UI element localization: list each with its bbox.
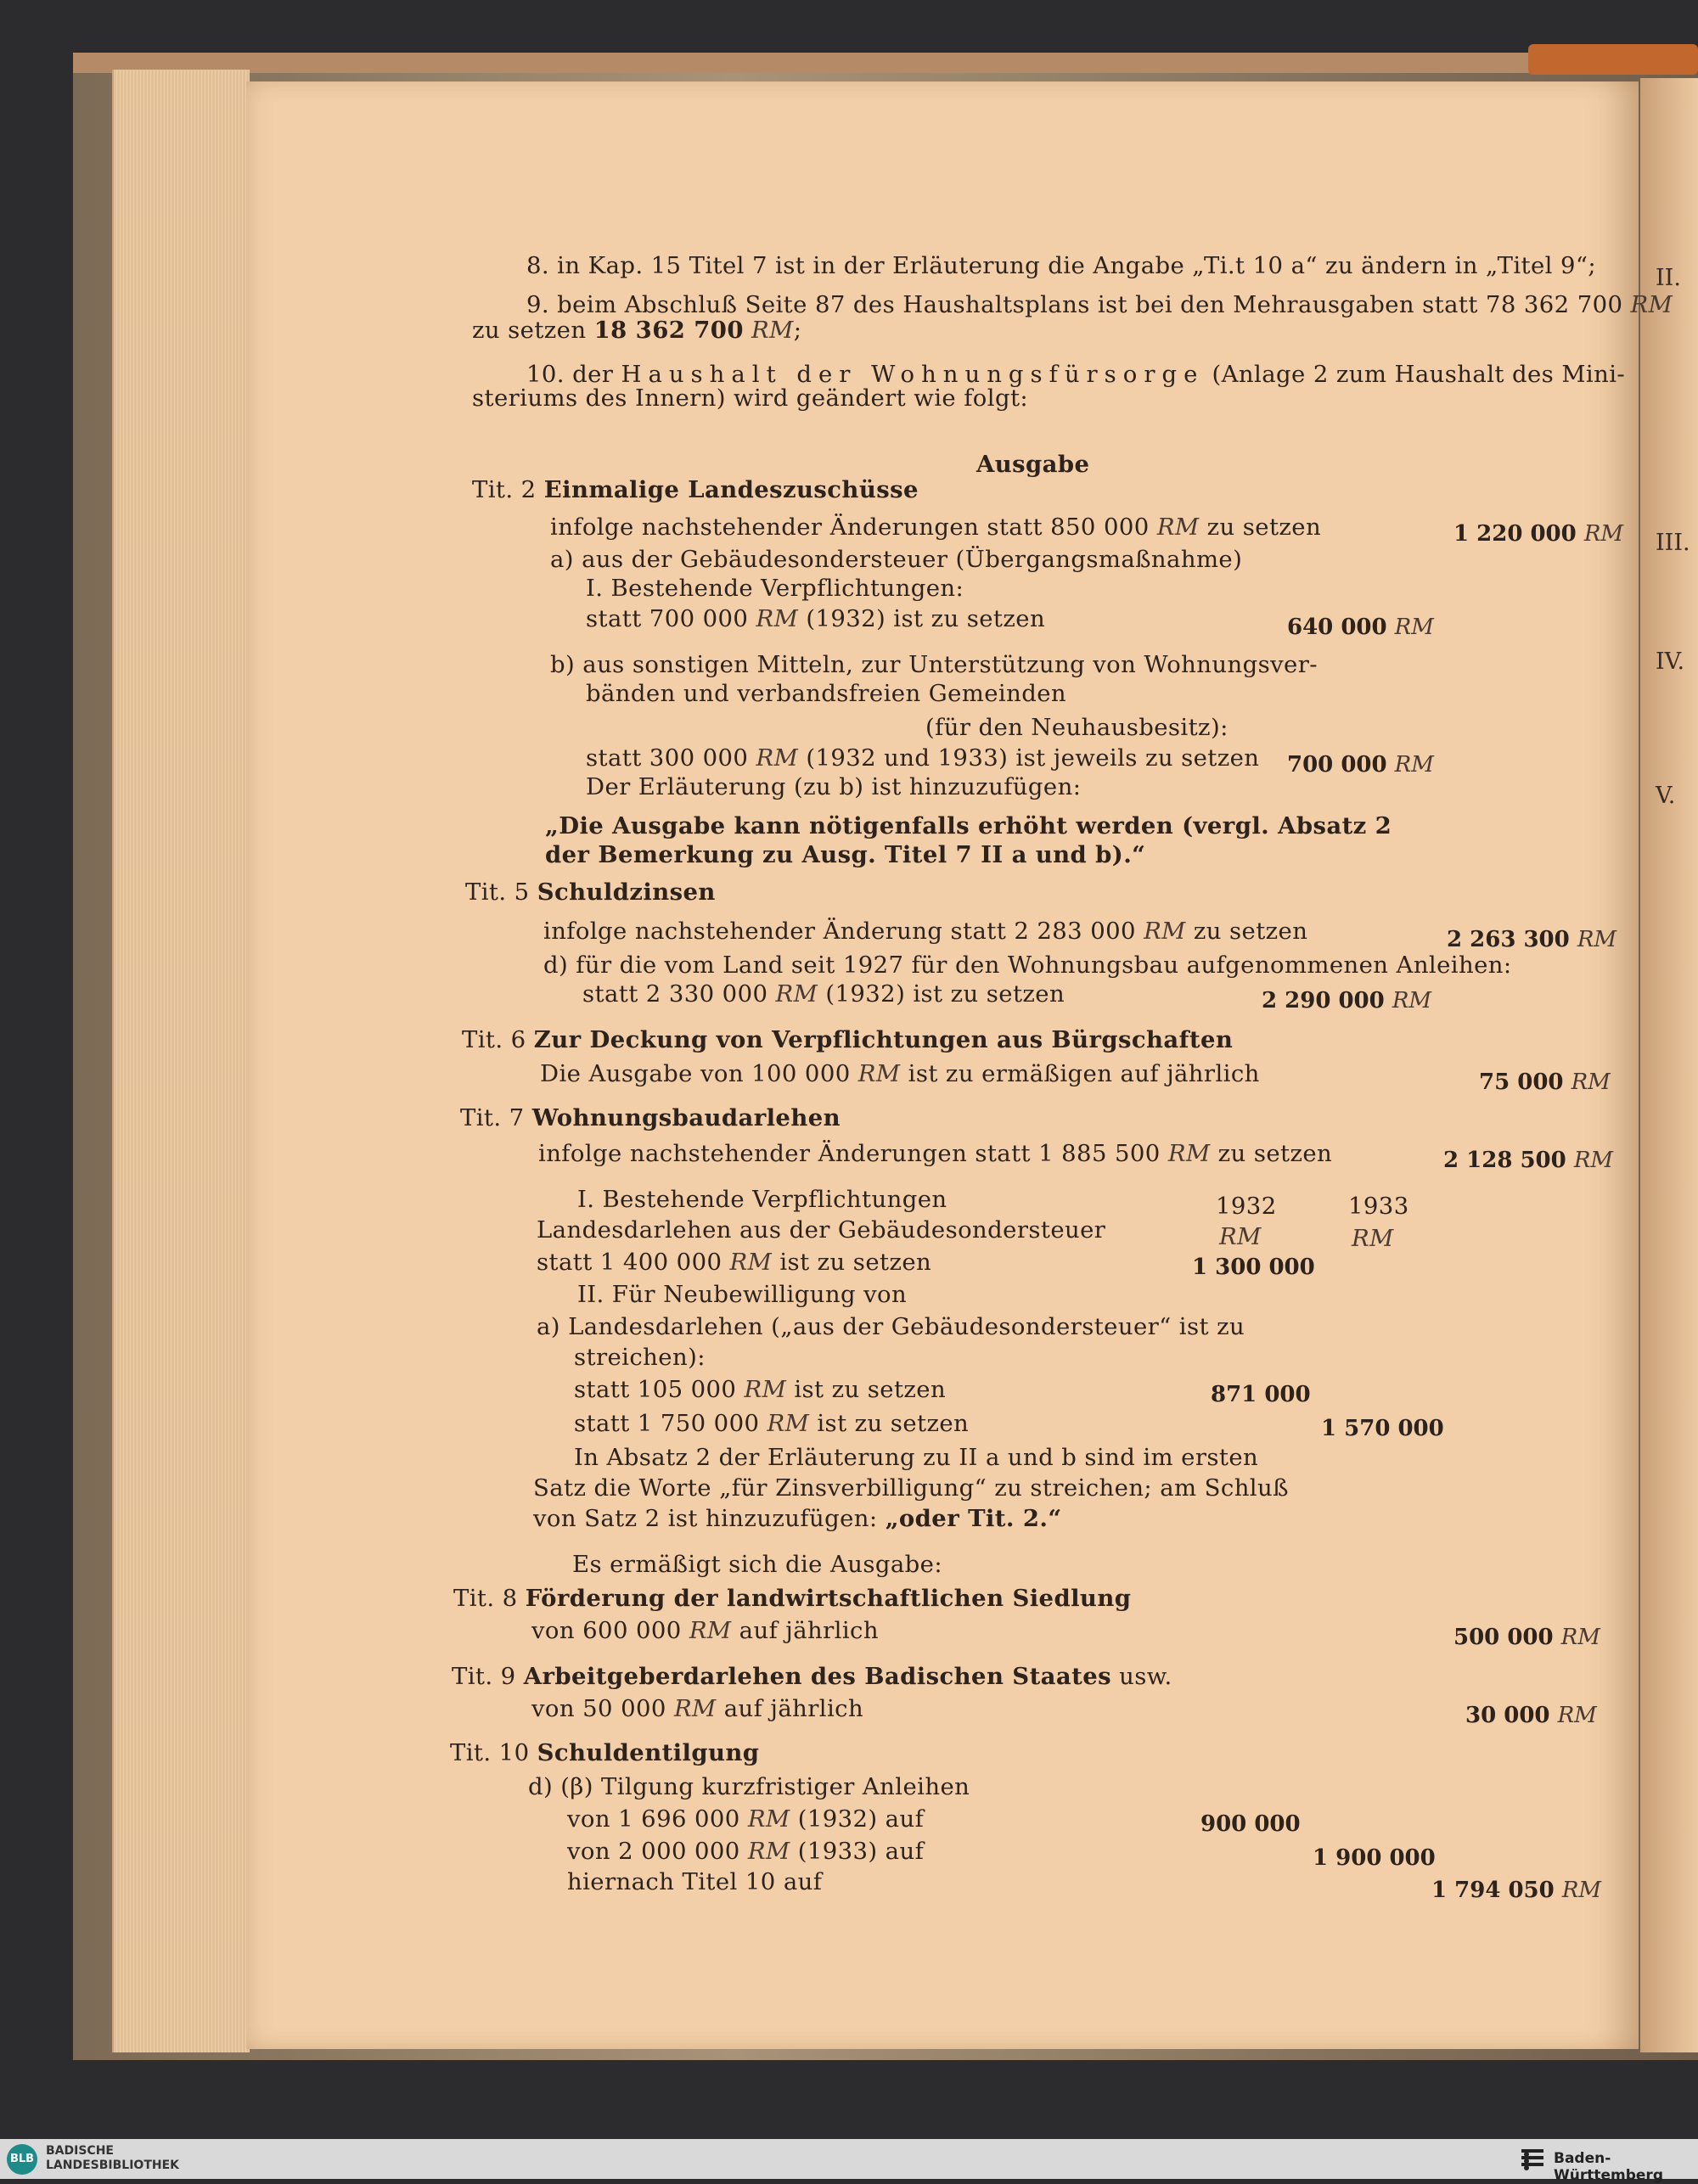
tit7-line5: II. Für Neubewilligung von (577, 1281, 908, 1308)
facing-page-edge (1640, 78, 1698, 2052)
tit6-line1: Die Ausgabe von 100 000 RM ist zu ermäßigen auf jährlich (540, 1060, 1260, 1087)
tit7-line3: Landesdarlehen aus der Gebäudesondersteuer (537, 1216, 1106, 1244)
tit-label: Tit. 2 Einmalige Landeszuschüsse (472, 476, 919, 503)
tit7-value-1933: 1 570 000 (1321, 1416, 1444, 1441)
tit5-line3: statt 2 330 000 RM (1932) ist zu setzen (582, 980, 1065, 1008)
tit7-total: 2 128 500 RM (1443, 1148, 1614, 1173)
tit9-line1: von 50 000 RM auf jährlich (531, 1695, 864, 1722)
tit7-line6: a) Landesdarlehen („aus der Gebäudesondersteuer“ ist zu (537, 1313, 1245, 1340)
tit2-line11: der Bemerkung zu Ausg. Titel 7 II a und b).“ (545, 841, 1146, 868)
library-name: BADISCHE LANDESBIBLIOTHEK (46, 2144, 180, 2172)
margin-number: IV. (1656, 648, 1685, 675)
margin-number: V. (1656, 783, 1676, 809)
tit2-line2: a) aus der Gebäudesondersteuer (Übergangsmaßnahme) (550, 546, 1243, 573)
tit-label: Tit. 7 Wohnungsbaudarlehen (460, 1104, 841, 1131)
item-9-line1: 9. beim Abschluß Seite 87 des Haushaltsplans ist bei den Mehrausgaben statt 78 362 700 RM (526, 291, 1673, 318)
tit2-total: 1 220 000 RM (1453, 521, 1624, 547)
tit9-total: 30 000 RM (1465, 1703, 1597, 1728)
tit7-value-1932-b: 871 000 (1211, 1382, 1311, 1407)
viewer-footer (0, 2139, 1698, 2184)
tit5-line1: infolge nachstehender Änderung statt 2 283 000 RM zu setzen (543, 918, 1308, 945)
baden-wuerttemberg-lions-icon (1518, 2146, 1547, 2173)
blb-logo-icon: BLB (7, 2144, 37, 2175)
tit7-line9: statt 1 750 000 RM ist zu setzen (574, 1410, 970, 1437)
year-1933: 1933 (1348, 1193, 1409, 1220)
margin-number: II. (1656, 265, 1681, 291)
tit2-line10: „Die Ausgabe kann nötigenfalls erhöht werden (vergl. Absatz 2 (545, 812, 1392, 839)
tit6-total: 75 000 RM (1479, 1070, 1611, 1095)
tit2-value-b: 700 000 RM (1287, 752, 1434, 778)
section-heading: Ausgabe (976, 451, 1090, 478)
tit-label: Tit. 6 Zur Deckung von Verpflichtungen aus Bürgschaften (462, 1026, 1234, 1053)
tit5-total: 2 263 300 RM (1447, 927, 1617, 952)
item-10-line2: steriums des Innern) wird geändert wie folgt: (472, 385, 1029, 412)
tit7-line10: In Absatz 2 der Erläuterung zu II a und b sind im ersten (574, 1444, 1259, 1471)
year-1932: 1932 (1216, 1193, 1277, 1220)
tit2-line1: infolge nachstehender Änderungen statt 850 000 RM zu setzen (550, 514, 1322, 541)
tit2-line6: bänden und verbandsfreien Gemeinden (586, 680, 1067, 707)
tit2-line9: Der Erläuterung (zu b) ist hinzuzufügen: (586, 773, 1082, 800)
tit10-line3: von 2 000 000 RM (1933) auf (567, 1838, 925, 1865)
page-edges (112, 70, 250, 2052)
tit10-line2: von 1 696 000 RM (1932) auf (567, 1805, 925, 1833)
tit7-line2: I. Bestehende Verpflichtungen (577, 1186, 947, 1213)
tit-label: Tit. 8 Förderung der landwirtschaftlichen Siedlung (453, 1585, 1132, 1612)
tit2-line7: (für den Neuhausbesitz): (925, 714, 1229, 741)
tit7-line11: Satz die Worte „für Zinsverbilligung“ zu streichen; am Schluß (533, 1474, 1289, 1502)
tit2-value-a: 640 000 RM (1287, 615, 1434, 640)
cover-edge (73, 53, 1618, 73)
unit-1932: RM (1219, 1223, 1262, 1250)
tit8-total: 500 000 RM (1453, 1625, 1600, 1650)
tit7-line13: Es ermäßigt sich die Ausgabe: (572, 1551, 942, 1578)
tit2-line8: statt 300 000 RM (1932 und 1933) ist jeweils zu setzen (586, 744, 1260, 772)
tit10-line1: d) (β) Tilgung kurzfristiger Anleihen (528, 1773, 970, 1800)
tit2-line3: I. Bestehende Verpflichtungen: (586, 575, 964, 602)
item-8: 8. in Kap. 15 Titel 7 ist in der Erläuterung die Angabe „Ti.t 10 a“ zu ändern in „Titel 9“; (526, 252, 1597, 279)
tit-label: Tit. 10 Schuldentilgung (450, 1739, 760, 1766)
tit-label: Tit. 9 Arbeitgeberdarlehen des Badischen Staates usw. (452, 1663, 1172, 1690)
cover-spine-band (1528, 44, 1698, 75)
tit7-value-1932-a: 1 300 000 (1192, 1255, 1315, 1280)
tit5-line2: d) für die vom Land seit 1927 für den Wohnungsbau aufgenommenen Anleihen: (543, 952, 1512, 979)
tit10-value-1933: 1 900 000 (1313, 1845, 1436, 1871)
tit7-line7: streichen): (574, 1344, 706, 1371)
tit10-total: 1 794 050 RM (1431, 1878, 1602, 1903)
tit2-line4: statt 700 000 RM (1932) ist zu setzen (586, 605, 1046, 632)
tit10-value-1932: 900 000 (1200, 1811, 1301, 1837)
tit7-line4: statt 1 400 000 RM ist zu setzen (537, 1249, 932, 1276)
tit5-value: 2 290 000 RM (1262, 988, 1432, 1013)
item-9-line2: zu setzen 18 362 700 RM; (472, 317, 802, 344)
margin-number: III. (1656, 530, 1690, 556)
item-10-line1: 10. der Haushalt der Wohnungsfürsorge (Anlage 2 zum Haushalt des Mini- (526, 361, 1626, 388)
tit7-line12: von Satz 2 ist hinzuzufügen: „oder Tit. 2.“ (533, 1505, 1062, 1532)
tit-label: Tit. 5 Schuldzinsen (465, 879, 716, 906)
unit-1933: RM (1352, 1225, 1394, 1252)
tit8-line1: von 600 000 RM auf jährlich (531, 1617, 879, 1644)
state-name: Baden-Württemberg (1554, 2150, 1663, 2184)
tit2-line5: b) aus sonstigen Mitteln, zur Unterstützung von Wohnungsver- (550, 651, 1318, 678)
tit7-line8: statt 105 000 RM ist zu setzen (574, 1376, 947, 1403)
tit10-line4: hiernach Titel 10 auf (567, 1868, 823, 1895)
tit7-line1: infolge nachstehender Änderungen statt 1 885 500 RM zu setzen (538, 1140, 1333, 1167)
